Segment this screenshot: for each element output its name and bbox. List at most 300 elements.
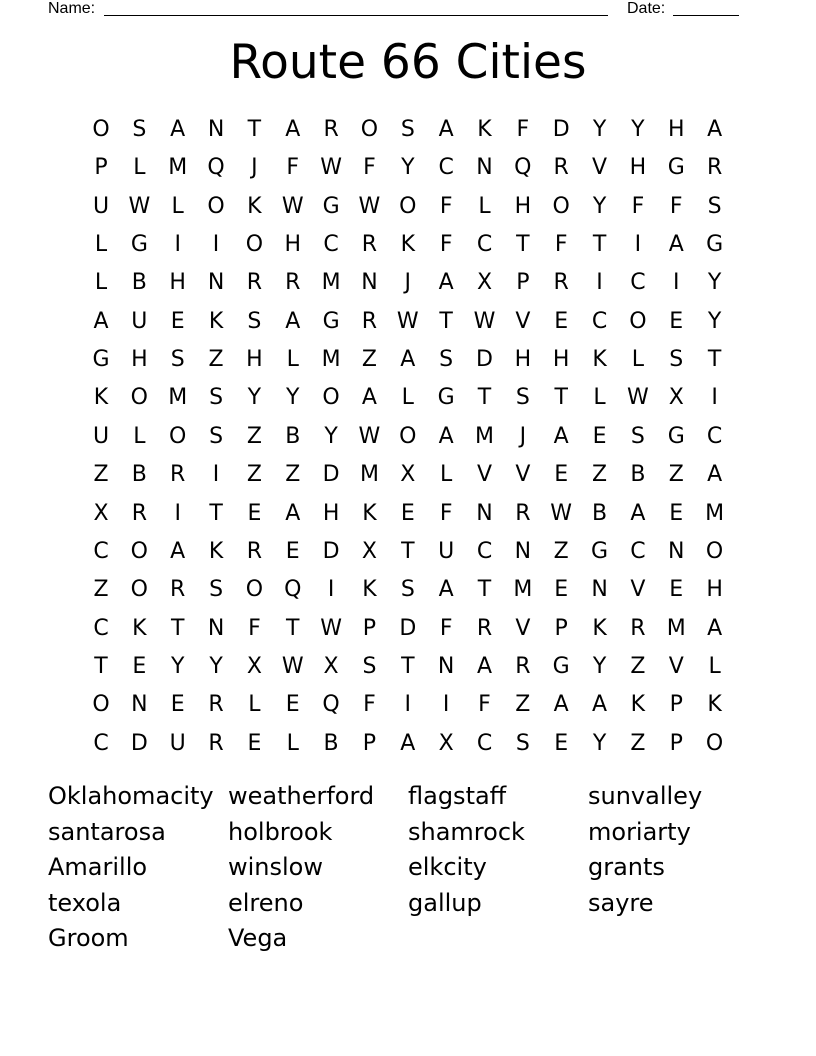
grid-letter: O <box>245 577 264 603</box>
grid-letter: S <box>170 347 185 373</box>
grid-letter: E <box>247 500 262 526</box>
date-label: Date: <box>627 0 666 17</box>
grid-letter: C <box>476 538 493 564</box>
grid-letter: C <box>630 270 646 296</box>
grid-letter: T <box>592 232 607 258</box>
grid-letter: C <box>706 423 723 449</box>
grid-letter: X <box>361 538 377 564</box>
word-list-item: santarosa <box>48 817 166 846</box>
grid-letter: U <box>438 538 455 564</box>
grid-letter: L <box>593 385 606 411</box>
grid-letter: T <box>477 577 492 603</box>
grid-letter: V <box>476 462 493 488</box>
grid-letter: A <box>438 270 454 296</box>
grid-letter: Y <box>209 653 223 679</box>
grid-letter: E <box>400 500 415 526</box>
grid-letter: Z <box>246 462 262 488</box>
grid-letter: T <box>94 653 108 679</box>
grid-letter: N <box>207 270 225 296</box>
grid-letter: J <box>404 270 412 296</box>
grid-letter: M <box>168 155 188 181</box>
grid-letter: B <box>592 500 608 526</box>
grid-letter: E <box>669 500 684 526</box>
grid-letter: G <box>706 232 724 258</box>
grid-letter: Y <box>592 730 607 756</box>
grid-letter: H <box>131 347 148 373</box>
grid-letter: S <box>132 117 147 142</box>
word-list-item: holbrook <box>228 817 333 846</box>
word-list-item: elreno <box>228 888 304 917</box>
grid-letter: O <box>552 193 570 219</box>
grid-letter: O <box>169 423 187 449</box>
grid-letter: T <box>707 347 722 373</box>
grid-letter: N <box>668 538 685 564</box>
word-list-item: elkcity <box>408 853 487 881</box>
grid-letter: U <box>92 423 110 449</box>
grid-letter: N <box>591 577 608 603</box>
grid-letter: A <box>707 117 723 142</box>
grid-letter: U <box>92 193 110 219</box>
word-list-item: gallup <box>408 888 482 917</box>
grid-letter: F <box>439 193 453 219</box>
grid-letter: H <box>706 577 723 603</box>
grid-letter: N <box>207 615 225 641</box>
grid-letter: Y <box>592 193 607 219</box>
grid-letter: N <box>437 653 455 679</box>
grid-letter: E <box>554 308 569 334</box>
grid-letter: R <box>553 155 569 181</box>
grid-letter: D <box>552 117 570 142</box>
grid-letter: O <box>322 385 340 411</box>
grid-letter: L <box>440 462 453 488</box>
grid-letter: E <box>170 308 185 334</box>
grid-letter: E <box>669 577 684 603</box>
grid-letter: R <box>323 117 339 142</box>
grid-letter: I <box>404 692 412 718</box>
grid-letter: Q <box>322 692 340 718</box>
grid-letter: C <box>630 538 646 564</box>
grid-letter: L <box>133 155 146 181</box>
grid-letter: Y <box>286 385 300 411</box>
grid-letter: M <box>475 423 494 449</box>
name-label: Name: <box>48 0 96 17</box>
grid-letter: K <box>132 615 147 641</box>
grid-letter: G <box>667 155 685 181</box>
grid-letter: A <box>592 692 608 718</box>
grid-letter: O <box>245 232 264 258</box>
grid-letter: W <box>281 653 304 679</box>
grid-letter: C <box>323 232 339 258</box>
grid-letter: K <box>707 692 722 718</box>
grid-letter: R <box>246 538 263 564</box>
grid-letter: S <box>400 117 415 142</box>
word-list <box>48 779 788 959</box>
grid-letter: A <box>438 117 454 142</box>
grid-letter: A <box>476 653 493 679</box>
grid-letter: N <box>207 117 225 142</box>
grid-letter: V <box>515 308 531 334</box>
grid-letter: O <box>705 730 724 756</box>
word-list-item: shamrock <box>408 817 525 846</box>
grid-letter: S <box>400 577 415 603</box>
grid-letter: I <box>174 232 181 258</box>
grid-letter: H <box>514 193 532 219</box>
grid-letter: O <box>629 308 647 334</box>
grid-letter: X <box>668 385 684 411</box>
grid-letter: Y <box>631 117 645 142</box>
worksheet-header <box>0 0 816 20</box>
grid-letter: E <box>132 653 147 679</box>
word-list-item: sunvalley <box>588 782 703 810</box>
grid-letter: H <box>667 117 685 142</box>
grid-letter: M <box>666 615 686 641</box>
grid-letter: R <box>630 615 646 641</box>
grid-letter: Z <box>592 462 608 488</box>
grid-letter: V <box>668 653 684 679</box>
grid-letter: F <box>669 193 683 219</box>
grid-letter: R <box>361 308 378 334</box>
word-list-item: grants <box>588 853 665 881</box>
grid-letter: L <box>631 347 645 373</box>
grid-letter: E <box>170 692 185 718</box>
grid-letter: F <box>363 155 376 181</box>
grid-letter: E <box>285 538 300 564</box>
grid-letter: W <box>473 308 496 334</box>
grid-letter: Y <box>707 270 722 296</box>
grid-letter: K <box>592 615 607 641</box>
grid-letter: G <box>130 232 148 258</box>
grid-letter: O <box>92 692 110 718</box>
grid-letter: A <box>553 423 569 449</box>
grid-letter: L <box>171 193 184 219</box>
grid-letter: A <box>285 500 301 526</box>
grid-letter: R <box>553 270 569 296</box>
grid-letter: C <box>438 155 454 181</box>
grid-letter: W <box>320 615 342 641</box>
grid-letter: R <box>170 577 186 603</box>
grid-letter: R <box>361 232 378 258</box>
grid-letter: Z <box>515 692 531 718</box>
grid-letter: O <box>130 385 148 411</box>
grid-letter: H <box>629 155 647 181</box>
grid-letter: A <box>438 577 454 603</box>
grid-letter: P <box>554 615 568 641</box>
grid-letter: R <box>285 270 301 296</box>
grid-letter: T <box>209 500 223 526</box>
grid-letter: A <box>553 692 569 718</box>
grid-letter: N <box>361 270 378 296</box>
grid-letter: I <box>673 270 680 296</box>
grid-letter: T <box>554 385 568 411</box>
grid-letter: T <box>516 232 530 258</box>
grid-letter: Y <box>324 423 338 449</box>
grid-letter: I <box>711 385 718 411</box>
grid-letter: T <box>247 117 262 142</box>
grid-letter: L <box>708 653 721 679</box>
grid-letter: C <box>93 538 109 564</box>
grid-letter: S <box>515 730 530 756</box>
grid-letter: L <box>248 692 261 718</box>
grid-letter: A <box>285 117 301 142</box>
grid-letter: I <box>212 462 220 488</box>
grid-letter: E <box>247 730 262 756</box>
grid-letter: I <box>212 232 220 258</box>
grid-letter: K <box>247 193 262 219</box>
grid-letter: G <box>322 193 340 219</box>
grid-letter: I <box>327 577 335 603</box>
grid-letter: H <box>169 270 186 296</box>
grid-letter: H <box>322 500 340 526</box>
grid-letter: B <box>131 270 147 296</box>
date-blank-line[interactable] <box>673 15 739 16</box>
grid-letter: K <box>477 117 492 142</box>
grid-letter: I <box>634 232 642 258</box>
word-list-item: Groom <box>48 924 129 952</box>
grid-letter: A <box>93 308 109 334</box>
grid-letter: W <box>128 193 151 219</box>
grid-letter: S <box>209 423 224 449</box>
grid-letter: L <box>478 193 491 219</box>
grid-letter: F <box>631 193 645 219</box>
grid-letter: A <box>361 385 377 411</box>
grid-letter: G <box>437 385 455 411</box>
grid-letter: K <box>630 692 646 718</box>
grid-letter: S <box>247 308 262 334</box>
grid-letter: F <box>439 232 453 258</box>
grid-letter: B <box>323 730 339 756</box>
grid-letter: X <box>93 500 109 526</box>
grid-letter: Z <box>208 347 224 373</box>
grid-letter: L <box>94 232 108 258</box>
grid-letter: F <box>478 692 491 718</box>
grid-letter: N <box>476 500 493 526</box>
name-blank-line[interactable] <box>104 15 608 16</box>
grid-letter: D <box>399 615 417 641</box>
grid-letter: G <box>322 308 340 334</box>
grid-letter: X <box>246 653 262 679</box>
grid-letter: Y <box>707 308 722 334</box>
word-list-item: winslow <box>228 853 323 881</box>
grid-letter: V <box>630 577 646 603</box>
word-list-item: Vega <box>228 924 288 952</box>
grid-letter: M <box>359 462 379 488</box>
grid-letter: D <box>130 730 148 756</box>
grid-letter: A <box>438 423 454 449</box>
grid-letter: F <box>248 615 261 641</box>
grid-letter: F <box>363 692 376 718</box>
grid-letter: L <box>133 423 146 449</box>
grid-letter: G <box>92 347 110 373</box>
word-list-item: sayre <box>588 888 654 917</box>
grid-letter: A <box>170 117 186 142</box>
grid-letter: D <box>322 538 340 564</box>
grid-letter: E <box>285 692 300 718</box>
grid-letter: O <box>399 193 417 219</box>
grid-letter: O <box>130 538 148 564</box>
grid-letter: Z <box>630 730 646 756</box>
grid-letter: W <box>627 385 649 411</box>
grid-letter: Y <box>247 385 262 411</box>
grid-letter: L <box>401 385 414 411</box>
grid-letter: Y <box>401 155 415 181</box>
grid-letter: M <box>321 270 341 296</box>
grid-letter: L <box>94 270 108 296</box>
grid-letter: H <box>552 347 570 373</box>
grid-letter: N <box>514 538 532 564</box>
grid-letter: Y <box>592 653 607 679</box>
grid-letter: S <box>439 347 454 373</box>
grid-letter: I <box>174 500 181 526</box>
grid-letter: F <box>439 615 453 641</box>
grid-letter: B <box>285 423 301 449</box>
grid-letter: G <box>591 538 609 564</box>
grid-letter: K <box>362 500 377 526</box>
grid-letter: G <box>667 423 685 449</box>
grid-letter: F <box>554 232 568 258</box>
grid-letter: Z <box>285 462 301 488</box>
grid-letter: M <box>321 347 341 373</box>
grid-letter: V <box>515 615 531 641</box>
grid-letter: C <box>93 730 109 756</box>
word-list-item: texola <box>48 888 122 917</box>
grid-letter: Z <box>93 462 109 488</box>
grid-letter: K <box>400 232 416 258</box>
grid-letter: Y <box>170 653 185 679</box>
grid-letter: C <box>93 615 109 641</box>
grid-letter: P <box>669 692 683 718</box>
grid-letter: K <box>592 347 607 373</box>
grid-letter: P <box>362 615 377 641</box>
grid-letter: P <box>362 730 377 756</box>
grid-letter: W <box>320 155 342 181</box>
grid-letter: Y <box>592 117 607 142</box>
word-list-item: Oklahomacity <box>48 782 214 810</box>
grid-letter: S <box>630 423 645 449</box>
grid-letter: Z <box>553 538 569 564</box>
grid-letter: A <box>630 500 646 526</box>
grid-letter: R <box>131 500 147 526</box>
grid-letter: T <box>477 385 492 411</box>
grid-letter: E <box>669 308 684 334</box>
word-list-item: Amarillo <box>48 853 148 881</box>
grid-letter: O <box>92 117 110 142</box>
grid-letter: Q <box>514 155 532 181</box>
grid-letter: W <box>358 193 381 219</box>
grid-letter: L <box>286 730 299 756</box>
grid-letter: Z <box>93 577 109 603</box>
letter-grid <box>82 111 734 759</box>
grid-letter: P <box>669 730 683 756</box>
grid-letter: R <box>706 155 723 181</box>
grid-letter: R <box>246 270 263 296</box>
grid-letter: V <box>515 462 531 488</box>
grid-letter: C <box>476 232 493 258</box>
grid-letter: Z <box>630 653 646 679</box>
grid-letter: M <box>705 500 725 526</box>
grid-letter: W <box>396 308 419 334</box>
grid-letter: F <box>516 117 530 142</box>
grid-letter: E <box>554 462 569 488</box>
grid-letter: K <box>208 308 224 334</box>
grid-letter: Z <box>361 347 377 373</box>
grid-letter: T <box>401 538 415 564</box>
grid-letter: A <box>400 730 416 756</box>
grid-letter: S <box>669 347 684 373</box>
grid-letter: K <box>208 538 224 564</box>
grid-letter: T <box>401 653 415 679</box>
grid-letter: S <box>209 385 224 411</box>
grid-letter: R <box>515 500 531 526</box>
word-list-item: weatherford <box>228 782 375 810</box>
grid-letter: A <box>170 538 186 564</box>
grid-letter: O <box>360 117 379 142</box>
grid-letter: I <box>442 692 450 718</box>
grid-letter: P <box>94 155 108 181</box>
grid-letter: E <box>592 423 607 449</box>
grid-letter: H <box>246 347 263 373</box>
word-list-item: flagstaff <box>408 782 507 810</box>
grid-letter: U <box>169 730 186 756</box>
grid-letter: W <box>358 423 381 449</box>
grid-letter: P <box>516 270 530 296</box>
grid-letter: Q <box>207 155 225 181</box>
grid-letter: E <box>554 577 569 603</box>
grid-letter: C <box>476 730 493 756</box>
grid-letter: O <box>207 193 225 219</box>
grid-letter: T <box>439 308 453 334</box>
grid-letter: Q <box>284 577 302 603</box>
grid-letter: E <box>554 730 569 756</box>
grid-letter: S <box>707 193 722 219</box>
grid-letter: O <box>130 577 148 603</box>
grid-letter: B <box>630 462 646 488</box>
grid-letter: L <box>286 347 299 373</box>
grid-letter: A <box>707 462 723 488</box>
grid-letter: Z <box>246 423 262 449</box>
grid-letter: J <box>251 155 258 181</box>
grid-letter: D <box>476 347 493 373</box>
grid-letter: V <box>592 155 608 181</box>
grid-letter: K <box>362 577 377 603</box>
grid-letter: X <box>438 730 454 756</box>
grid-letter: G <box>552 653 570 679</box>
grid-letter: J <box>519 423 527 449</box>
grid-letter: D <box>322 462 340 488</box>
grid-letter: M <box>513 577 533 603</box>
grid-letter: R <box>170 462 186 488</box>
grid-letter: R <box>208 730 224 756</box>
grid-letter: S <box>209 577 224 603</box>
grid-letter: T <box>170 615 185 641</box>
grid-letter: K <box>93 385 109 411</box>
grid-letter: O <box>399 423 417 449</box>
grid-letter: R <box>515 653 531 679</box>
grid-letter: F <box>439 500 453 526</box>
grid-letter: T <box>286 615 300 641</box>
grid-letter: X <box>323 653 339 679</box>
grid-letter: H <box>514 347 532 373</box>
grid-letter: U <box>131 308 148 334</box>
grid-letter: A <box>400 347 416 373</box>
grid-letter: N <box>131 692 148 718</box>
grid-letter: W <box>550 500 573 526</box>
grid-letter: R <box>476 615 493 641</box>
grid-letter: N <box>476 155 493 181</box>
grid-letter: S <box>362 653 377 679</box>
grid-letter: O <box>705 538 724 564</box>
grid-letter: F <box>286 155 300 181</box>
grid-letter: C <box>591 308 608 334</box>
